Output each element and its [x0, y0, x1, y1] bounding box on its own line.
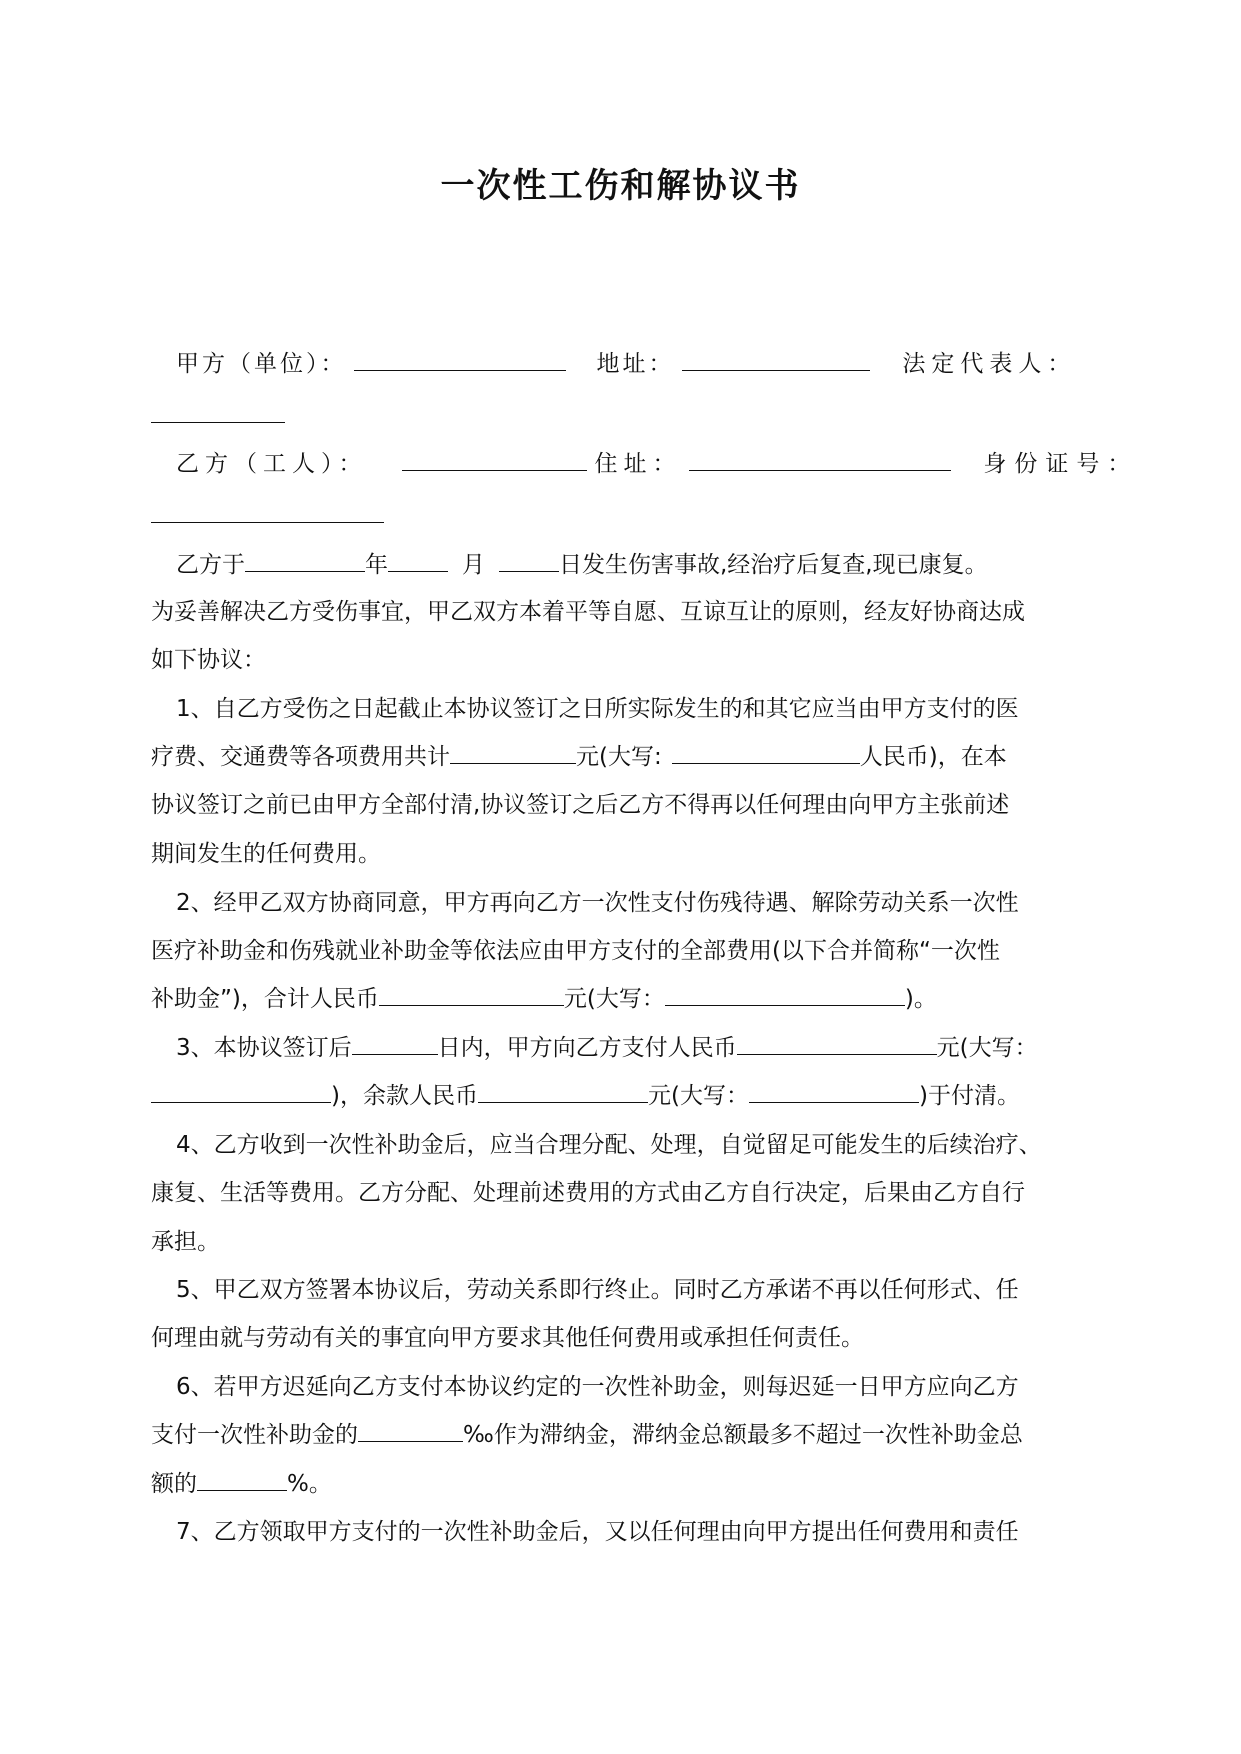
late-fee-rate-blank[interactable] — [358, 1421, 463, 1442]
clause-3-line-1 — [176, 1032, 1126, 1064]
clause-4-line-1: 4、乙方收到一次性补助金后，应当合理分配、处理，自觉留足可能发生的后续治疗、 — [176, 1132, 1042, 1158]
clause-text: )，余款人民币 — [331, 1083, 478, 1109]
medical-fee-amount-blank[interactable] — [450, 743, 576, 764]
clause-3-line-2 — [151, 1080, 1101, 1112]
document-title: 一次性工伤和解协议书 — [440, 166, 801, 206]
party-a-rep-label: 法定代表人： — [902, 351, 1077, 377]
clause-5-line-2: 何理由就与劳动有关的事宜向甲方要求其他任何费用或承担任何责任。 — [151, 1325, 864, 1351]
party-a-rep-blank[interactable] — [151, 402, 285, 423]
party-b-line — [176, 448, 1139, 480]
party-a-name-blank[interactable] — [354, 350, 566, 371]
first-payment-words-blank[interactable] — [151, 1082, 331, 1103]
subsidy-amount-blank[interactable] — [379, 985, 564, 1006]
clause-text: 日内，甲方向乙方支付人民币 — [437, 1035, 737, 1061]
intro-text: 月 — [462, 552, 485, 578]
clause-6-line-1: 6、若甲方迟延向乙方支付本协议约定的一次性补助金，则每迟延一日甲方应向乙方 — [176, 1374, 1019, 1400]
clause-text: )。 — [904, 986, 937, 1012]
clause-5-line-1: 5、甲乙双方签署本协议后，劳动关系即行终止。同时乙方承诺不再以任何形式、任 — [176, 1277, 1019, 1303]
party-a-label: 甲方（单位）： — [176, 351, 347, 377]
injury-month-blank[interactable] — [388, 551, 448, 572]
party-a-address-label: 地址： — [596, 351, 675, 377]
clause-1-line-3: 协议签订之前已由甲方全部付清,协议签订之后乙方不得再以任何理由向甲方主张前述 — [151, 792, 1010, 818]
clause-2-line-1: 2、经甲乙双方协商同意，甲方再向乙方一次性支付伤残待遇、解除劳动关系一次性 — [176, 890, 1019, 916]
party-a-line — [176, 348, 1101, 380]
clause-text: %。 — [287, 1471, 332, 1497]
clause-text: 3、本协议签订后 — [176, 1035, 352, 1061]
clause-4-line-3: 承担。 — [151, 1229, 220, 1255]
party-b-label: 乙方（工人）： — [176, 451, 368, 477]
intro-line-1 — [176, 549, 1126, 581]
payment-days-blank[interactable] — [352, 1034, 438, 1055]
party-a-rep-line — [151, 400, 1101, 432]
clause-6-line-2 — [151, 1419, 1101, 1451]
clause-1-line-2 — [151, 741, 1101, 773]
clause-text: 补助金”)，合计人民币 — [151, 986, 379, 1012]
party-b-residence-blank[interactable] — [689, 450, 951, 471]
intro-line-3: 如下协议： — [151, 647, 266, 673]
subsidy-words-blank[interactable] — [665, 985, 905, 1006]
party-b-id-blank[interactable] — [151, 502, 384, 523]
clause-1-line-1: 1、自乙方受伤之日起截止本协议签订之日所实际发生的和其它应当由甲方支付的医 — [176, 696, 1019, 722]
first-payment-amount-blank[interactable] — [737, 1034, 937, 1055]
clause-text: )于付清。 — [918, 1083, 1020, 1109]
party-b-id-label: 身份证号： — [983, 451, 1139, 477]
clause-text: 疗费、交通费等各项费用共计 — [151, 744, 450, 770]
clause-text: ‰作为滞纳金，滞纳金总额最多不超过一次性补助金总 — [463, 1422, 1023, 1448]
balance-words-blank[interactable] — [749, 1082, 919, 1103]
clause-6-line-3 — [151, 1468, 1101, 1500]
clause-text: 元(大写： — [563, 986, 665, 1012]
clause-text: 人民币)，在本 — [859, 744, 1007, 770]
party-b-name-blank[interactable] — [402, 450, 587, 471]
medical-fee-words-blank[interactable] — [672, 743, 860, 764]
party-b-id-line — [151, 500, 1101, 532]
clause-7-line-1: 7、乙方领取甲方支付的一次性补助金后，又以任何理由向甲方提出任何费用和责任 — [176, 1519, 1019, 1545]
clause-text: 支付一次性补助金的 — [151, 1422, 358, 1448]
intro-text: 乙方于 — [176, 552, 245, 578]
clause-text: 元(大写: — [576, 744, 662, 770]
party-a-address-blank[interactable] — [682, 350, 870, 371]
clause-text: 元(大写： — [936, 1035, 1038, 1061]
clause-2-line-2: 医疗补助金和伤残就业补助金等依法应由甲方支付的全部费用(以下合并简称“一次性 — [151, 938, 1000, 964]
intro-line-2: 为妥善解决乙方受伤事宜，甲乙双方本着平等自愿、互谅互让的原则，经友好协商达成 — [151, 599, 1025, 625]
intro-text: 日发生伤害事故,经治疗后复查,现已康复。 — [559, 552, 988, 578]
clause-2-line-3 — [151, 983, 1101, 1015]
party-b-residence-label: 住址： — [594, 451, 682, 477]
clause-1-line-4: 期间发生的任何费用。 — [151, 841, 381, 867]
balance-amount-blank[interactable] — [478, 1082, 648, 1103]
injury-day-blank[interactable] — [499, 551, 559, 572]
late-fee-cap-blank[interactable] — [197, 1470, 287, 1491]
clause-text: 元(大写： — [647, 1083, 749, 1109]
clause-4-line-2: 康复、生活等费用。乙方分配、处理前述费用的方式由乙方自行决定，后果由乙方自行 — [151, 1180, 1025, 1206]
clause-text: 额的 — [151, 1471, 197, 1497]
injury-year-blank[interactable] — [245, 551, 365, 572]
intro-text: 年 — [365, 552, 388, 578]
